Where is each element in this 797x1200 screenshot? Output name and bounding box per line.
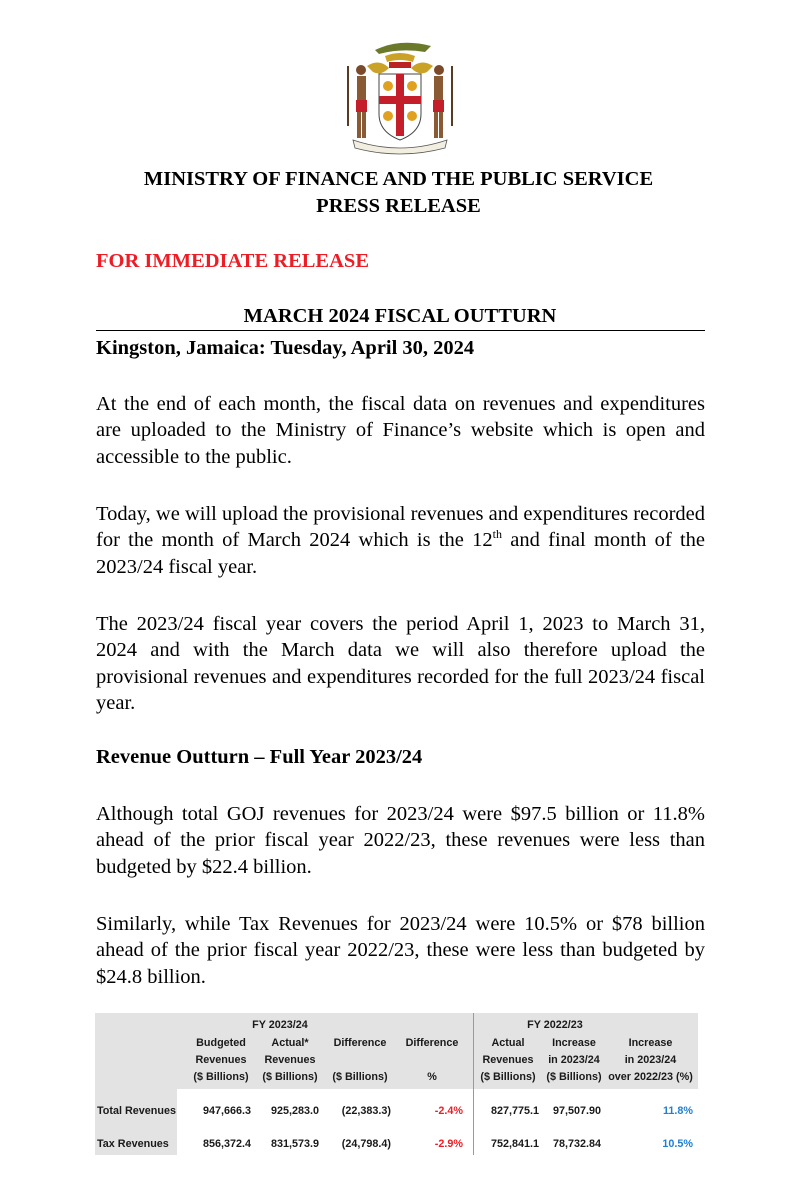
revenue-outturn-subheading: Revenue Outturn – Full Year 2023/24 xyxy=(96,746,423,768)
col-difference-line1: Difference xyxy=(333,1037,387,1049)
row-label: Tax Revenues xyxy=(97,1138,169,1150)
col-prior-actual-line2: Revenues xyxy=(482,1054,534,1066)
ordinal-suffix: th xyxy=(492,527,502,542)
immediate-release-label: FOR IMMEDIATE RELEASE xyxy=(96,250,369,272)
cell-increase-pct: 10.5% xyxy=(662,1138,693,1150)
paragraph-4: Although total GOJ revenues for 2023/24 were $97.5 billion or 11.8% ahead of the prior fiscal year 2022/23, these revenues were less than budgeted by $22.4 billion. xyxy=(96,803,705,878)
cell-increase: 97,507.90 xyxy=(552,1105,601,1117)
paragraph-1: At the end of each month, the fiscal data on revenues and expenditures are uploaded to the Ministry of Finance’s website which is open and accessible to the public. xyxy=(96,393,705,468)
jamaica-coat-of-arms-icon xyxy=(335,36,465,156)
col-actual-line1: Actual* xyxy=(271,1037,309,1049)
cell-budgeted: 856,372.4 xyxy=(202,1138,251,1150)
cell-prior-actual: 827,775.1 xyxy=(490,1105,539,1117)
col-increase-pct-line2: in 2023/24 xyxy=(624,1054,677,1066)
col-increase-pct-line1: Increase xyxy=(628,1037,673,1049)
cell-actual: 925,283.0 xyxy=(270,1105,319,1117)
col-increase-pct-line3: over 2022/23 (%) xyxy=(608,1071,693,1083)
col-difference-pct-line2: % xyxy=(427,1071,437,1083)
table-group-divider xyxy=(473,1013,474,1155)
col-budgeted-line1: Budgeted xyxy=(196,1037,246,1049)
paragraph-2-part-b: and final month of the 2023/24 fiscal year. xyxy=(96,529,705,578)
press-release-heading: PRESS RELEASE xyxy=(316,195,481,217)
group-header-fy2023-24: FY 2023/24 xyxy=(252,1019,308,1031)
group-header-fy2022-23: FY 2022/23 xyxy=(527,1019,583,1031)
cell-difference: (24,798.4) xyxy=(341,1138,391,1150)
row-label: Total Revenues xyxy=(97,1105,176,1117)
col-increase-line1: Increase xyxy=(552,1037,596,1049)
paragraph-2 xyxy=(96,501,705,580)
dateline: Kingston, Jamaica: Tuesday, April 30, 2024 xyxy=(96,337,475,359)
cell-increase: 78,732.84 xyxy=(552,1138,601,1150)
col-difference-line2: ($ Billions) xyxy=(332,1071,388,1083)
paragraph-3: The 2023/24 fiscal year covers the period April 1, 2023 to March 31, 2024 and with the March data we will also therefore upload the provisional revenues and expenditures recorded for the full 2023/24 fiscal year. xyxy=(96,613,705,715)
col-increase-line2: in 2023/24 xyxy=(548,1054,600,1066)
col-increase-line3: ($ Billions) xyxy=(546,1071,602,1083)
col-prior-actual-line3: ($ Billions) xyxy=(480,1071,536,1083)
col-actual-line2: Revenues xyxy=(264,1054,316,1066)
cell-difference-pct: -2.9% xyxy=(434,1138,463,1150)
cell-difference: (22,383.3) xyxy=(341,1105,391,1117)
cell-budgeted: 947,666.3 xyxy=(202,1105,251,1117)
col-budgeted-line3: ($ Billions) xyxy=(193,1071,249,1083)
release-title: MARCH 2024 FISCAL OUTTURN xyxy=(243,305,557,327)
title-underline xyxy=(96,330,705,331)
paragraph-5: Similarly, while Tax Revenues for 2023/24 were 10.5% or $78 billion ahead of the prior fiscal year 2022/23, these were less than budgeted by $24.8 billion. xyxy=(96,913,705,988)
paragraph-2-part-a: Today, we will upload the provisional revenues and expenditures recorded for the month of March 2024 which is the 12 xyxy=(96,503,705,552)
cell-difference-pct: -2.4% xyxy=(434,1105,463,1117)
col-budgeted-line2: Revenues xyxy=(195,1054,247,1066)
cell-prior-actual: 752,841.1 xyxy=(490,1138,539,1150)
col-actual-line3: ($ Billions) xyxy=(262,1071,318,1083)
ministry-heading: MINISTRY OF FINANCE AND THE PUBLIC SERVICE xyxy=(143,168,654,190)
col-difference-pct-line1: Difference xyxy=(405,1037,459,1049)
cell-increase-pct: 11.8% xyxy=(662,1105,693,1117)
revenue-table xyxy=(95,1013,698,1155)
col-prior-actual-line1: Actual xyxy=(491,1037,525,1049)
cell-actual: 831,573.9 xyxy=(270,1138,319,1150)
